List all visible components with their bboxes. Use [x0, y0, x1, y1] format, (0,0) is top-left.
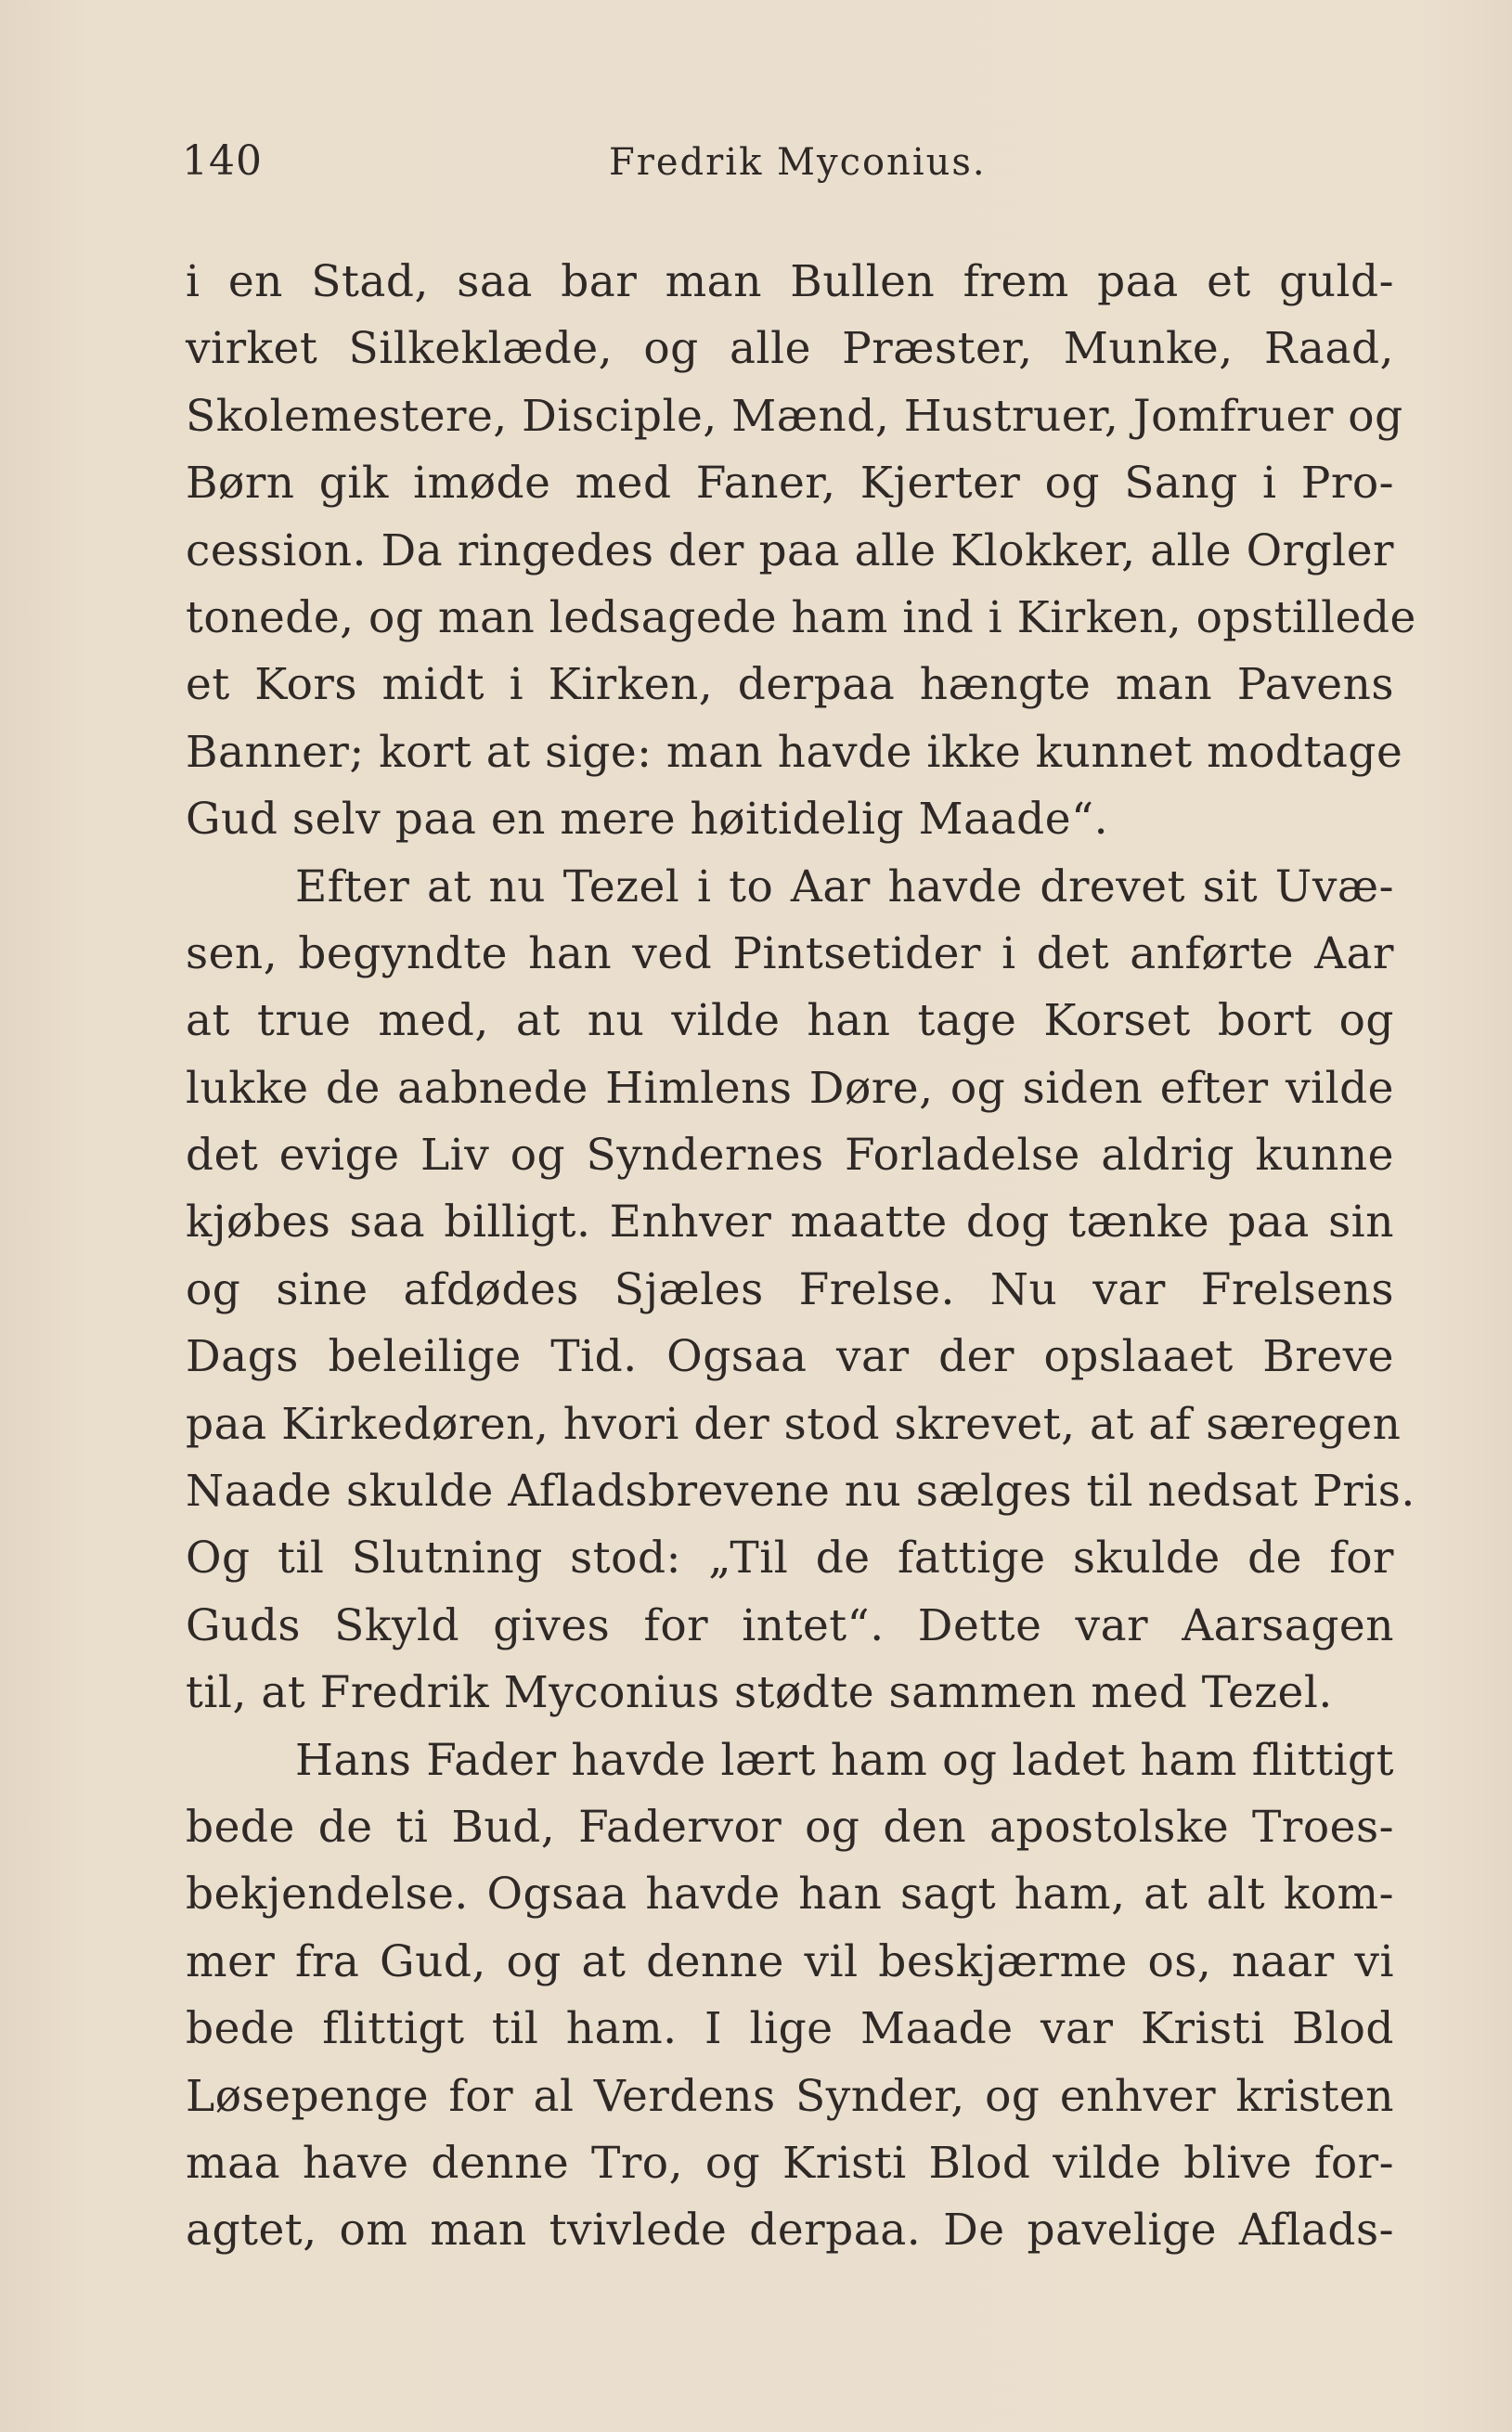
text-line: mer fra Gud, og at denne vil beskjærme os, naar vi — [186, 1935, 1394, 1987]
text-line: agtet, om man tvivlede derpaa. De pavelige Aflads- — [186, 2205, 1394, 2257]
text-line: til, at Fredrik Myconius stødte sammen med Tezel. — [186, 1667, 1333, 1719]
text-line: det evige Liv og Syndernes Forladelse aldrig kunne — [186, 1130, 1394, 1182]
text-line: kjøbes saa billigt. Enhver maatte dog tænke paa sin — [186, 1197, 1394, 1248]
text-line: Naade skulde Afladsbrevene nu sælges til nedsat Pris. — [186, 1466, 1415, 1518]
text-line: i en Stad, saa bar man Bullen frem paa et guld- — [186, 256, 1394, 307]
text-line: cession. Da ringedes der paa alle Klokker, alle Orgler — [186, 524, 1394, 576]
text-line: maa have denne Tro, og Kristi Blod vilde blive for- — [186, 2137, 1394, 2189]
text-line: virket Silkeklæde, og alle Præster, Munke, Raad, — [186, 323, 1394, 375]
text-line: tonede, og man ledsagede ham ind i Kirken, opstillede — [186, 591, 1416, 643]
body-text — [186, 249, 1416, 2265]
text-line: og sine afdødes Sjæles Frelse. Nu var Frelsens — [186, 1263, 1394, 1315]
text-line: Skolemestere, Disciple, Mænd, Hustruer, Jomfruer og — [186, 390, 1403, 442]
text-line: bede flittigt til ham. I lige Maade var Kristi Blod — [186, 2003, 1394, 2055]
text-line: lukke de aabnede Himlens Døre, og siden efter vilde — [186, 1062, 1394, 1114]
text-line: bekjendelse. Ogsaa havde han sagt ham, at alt kom- — [186, 1869, 1394, 1921]
text-line: bede de ti Bud, Fadervor og den apostolske Troes- — [186, 1801, 1394, 1853]
text-line: Og til Slutning stod: „Til de fattige skulde de for — [186, 1533, 1394, 1585]
text-line: paa Kirkedøren, hvori der stod skrevet, at af særegen — [186, 1398, 1402, 1450]
text-line: Banner; kort at sige: man havde ikke kunnet modtage — [186, 726, 1403, 778]
page-header — [182, 137, 1398, 202]
running-head: Fredrik Myconius. — [609, 141, 987, 184]
text-line: sen, begyndte han ved Pintsetider i det anførte Aar — [186, 927, 1394, 979]
text-line: Dags beleilige Tid. Ogsaa var der opslaaet Breve — [186, 1331, 1394, 1383]
text-line: at true med, at nu vilde han tage Korset bort og — [186, 995, 1394, 1047]
text-line: Hans Fader havde lært ham og ladet ham flittigt — [295, 1734, 1394, 1786]
text-line: Efter at nu Tezel i to Aar havde drevet sit Uvæ- — [295, 860, 1394, 912]
text-line: Guds Skyld gives for intet“. Dette var Aarsagen — [186, 1599, 1394, 1651]
text-line: Gud selv paa en mere høitidelig Maade“. — [186, 794, 1109, 846]
text-line: Løsepenge for al Verdens Synder, og enhver kristen — [186, 2070, 1394, 2122]
text-line: et Kors midt i Kirken, derpaa hængte man Pavens — [186, 659, 1394, 711]
page-number: 140 — [182, 137, 263, 185]
text-line: Børn gik imøde med Faner, Kjerter og Sang i Pro- — [186, 458, 1394, 510]
